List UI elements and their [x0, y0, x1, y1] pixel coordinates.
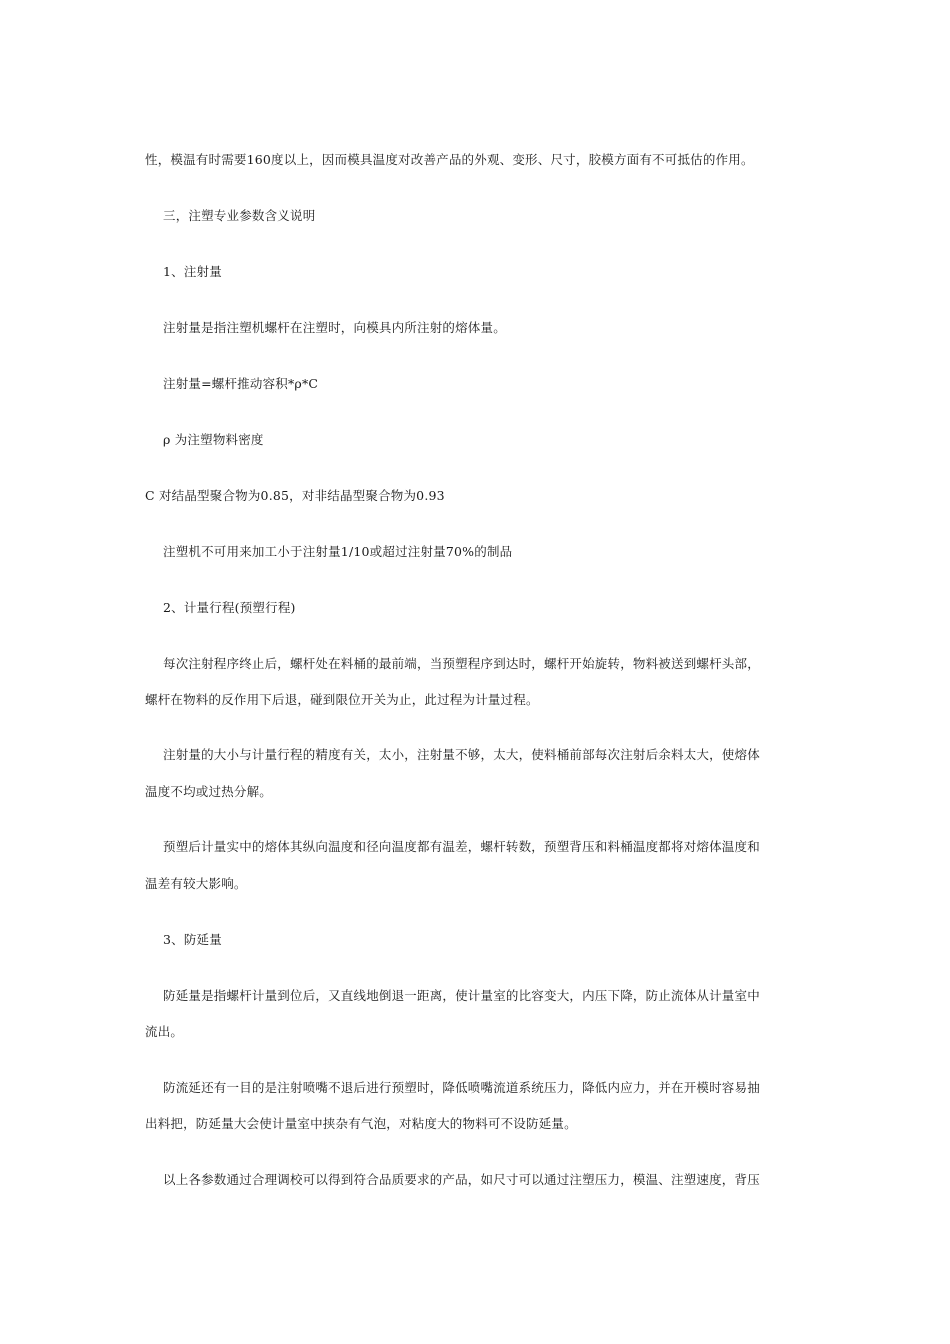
subheading-injection-volume: 1、注射量 [163, 264, 222, 279]
paragraph-metering-precision-line1: 注射量的大小与计量行程的精度有关，太小，注射量不够，太大，使料桶前部每次注射后余料太大，使熔体 [163, 747, 760, 762]
formula-injection-volume: 注射量=螺杆推动容积*ρ*C [163, 376, 319, 391]
paragraph-metering-precision-line2: 温度不均或过热分解。 [145, 784, 273, 799]
paragraph-metering-stroke-line2: 螺杆在物料的反作用下后退，碰到限位开关为止，此过程为计量过程。 [145, 692, 539, 707]
section-heading-parameters: 三，注塑专业参数含义说明 [163, 208, 316, 223]
paragraph-anti-drool-purpose-line2: 出料把，防延量大会使计量室中挟杂有气泡，对粘度大的物料可不设防延量。 [145, 1116, 577, 1131]
subheading-metering-stroke: 2、计量行程(预塑行程) [163, 600, 296, 615]
paragraph-anti-drool-definition-line1: 防延量是指螺杆计量到位后，又直线地倒退一距离，使计量室的比容变大，内压下降，防止流体从计量室中 [163, 988, 760, 1003]
subheading-anti-drool: 3、防延量 [163, 932, 222, 947]
paragraph-mold-temperature-tail: 性，模温有时需要160度以上，因而模具温度对改善产品的外观、变形、尺寸，胶模方面有不可抵估的作用。 [145, 152, 754, 167]
paragraph-injection-volume-definition: 注射量是指注塑机螺杆在注塑时，向模具内所注射的熔体量。 [163, 320, 506, 335]
paragraph-parameter-tuning: 以上各参数通过合理调校可以得到符合品质要求的产品，如尺寸可以通过注塑压力，模温、注塑速度，背压 [163, 1172, 760, 1187]
paragraph-anti-drool-purpose-line1: 防流延还有一目的是注射喷嘴不退后进行预塑时，降低喷嘴流道系统压力，降低内应力，并在开模时容易抽 [163, 1080, 760, 1095]
formula-rho-definition: ρ 为注塑物料密度 [163, 432, 264, 447]
formula-c-definition: C 对结晶型聚合物为0.85，对非结晶型聚合物为0.93 [145, 488, 445, 503]
paragraph-melt-temperature-line2: 温差有较大影响。 [145, 876, 247, 891]
paragraph-anti-drool-definition-line2: 流出。 [145, 1024, 184, 1039]
paragraph-injection-volume-limits: 注塑机不可用来加工小于注射量1/10或超过注射量70%的制品 [163, 544, 513, 559]
paragraph-melt-temperature-line1: 预塑后计量实中的熔体其纵向温度和径向温度都有温差，螺杆转数，预塑背压和料桶温度都将对熔体温度和 [163, 839, 760, 854]
paragraph-metering-stroke-line1: 每次注射程序终止后，螺杆处在料桶的最前端，当预塑程序到达时，螺杆开始旋转，物料被送到螺杆头部， [163, 656, 760, 671]
